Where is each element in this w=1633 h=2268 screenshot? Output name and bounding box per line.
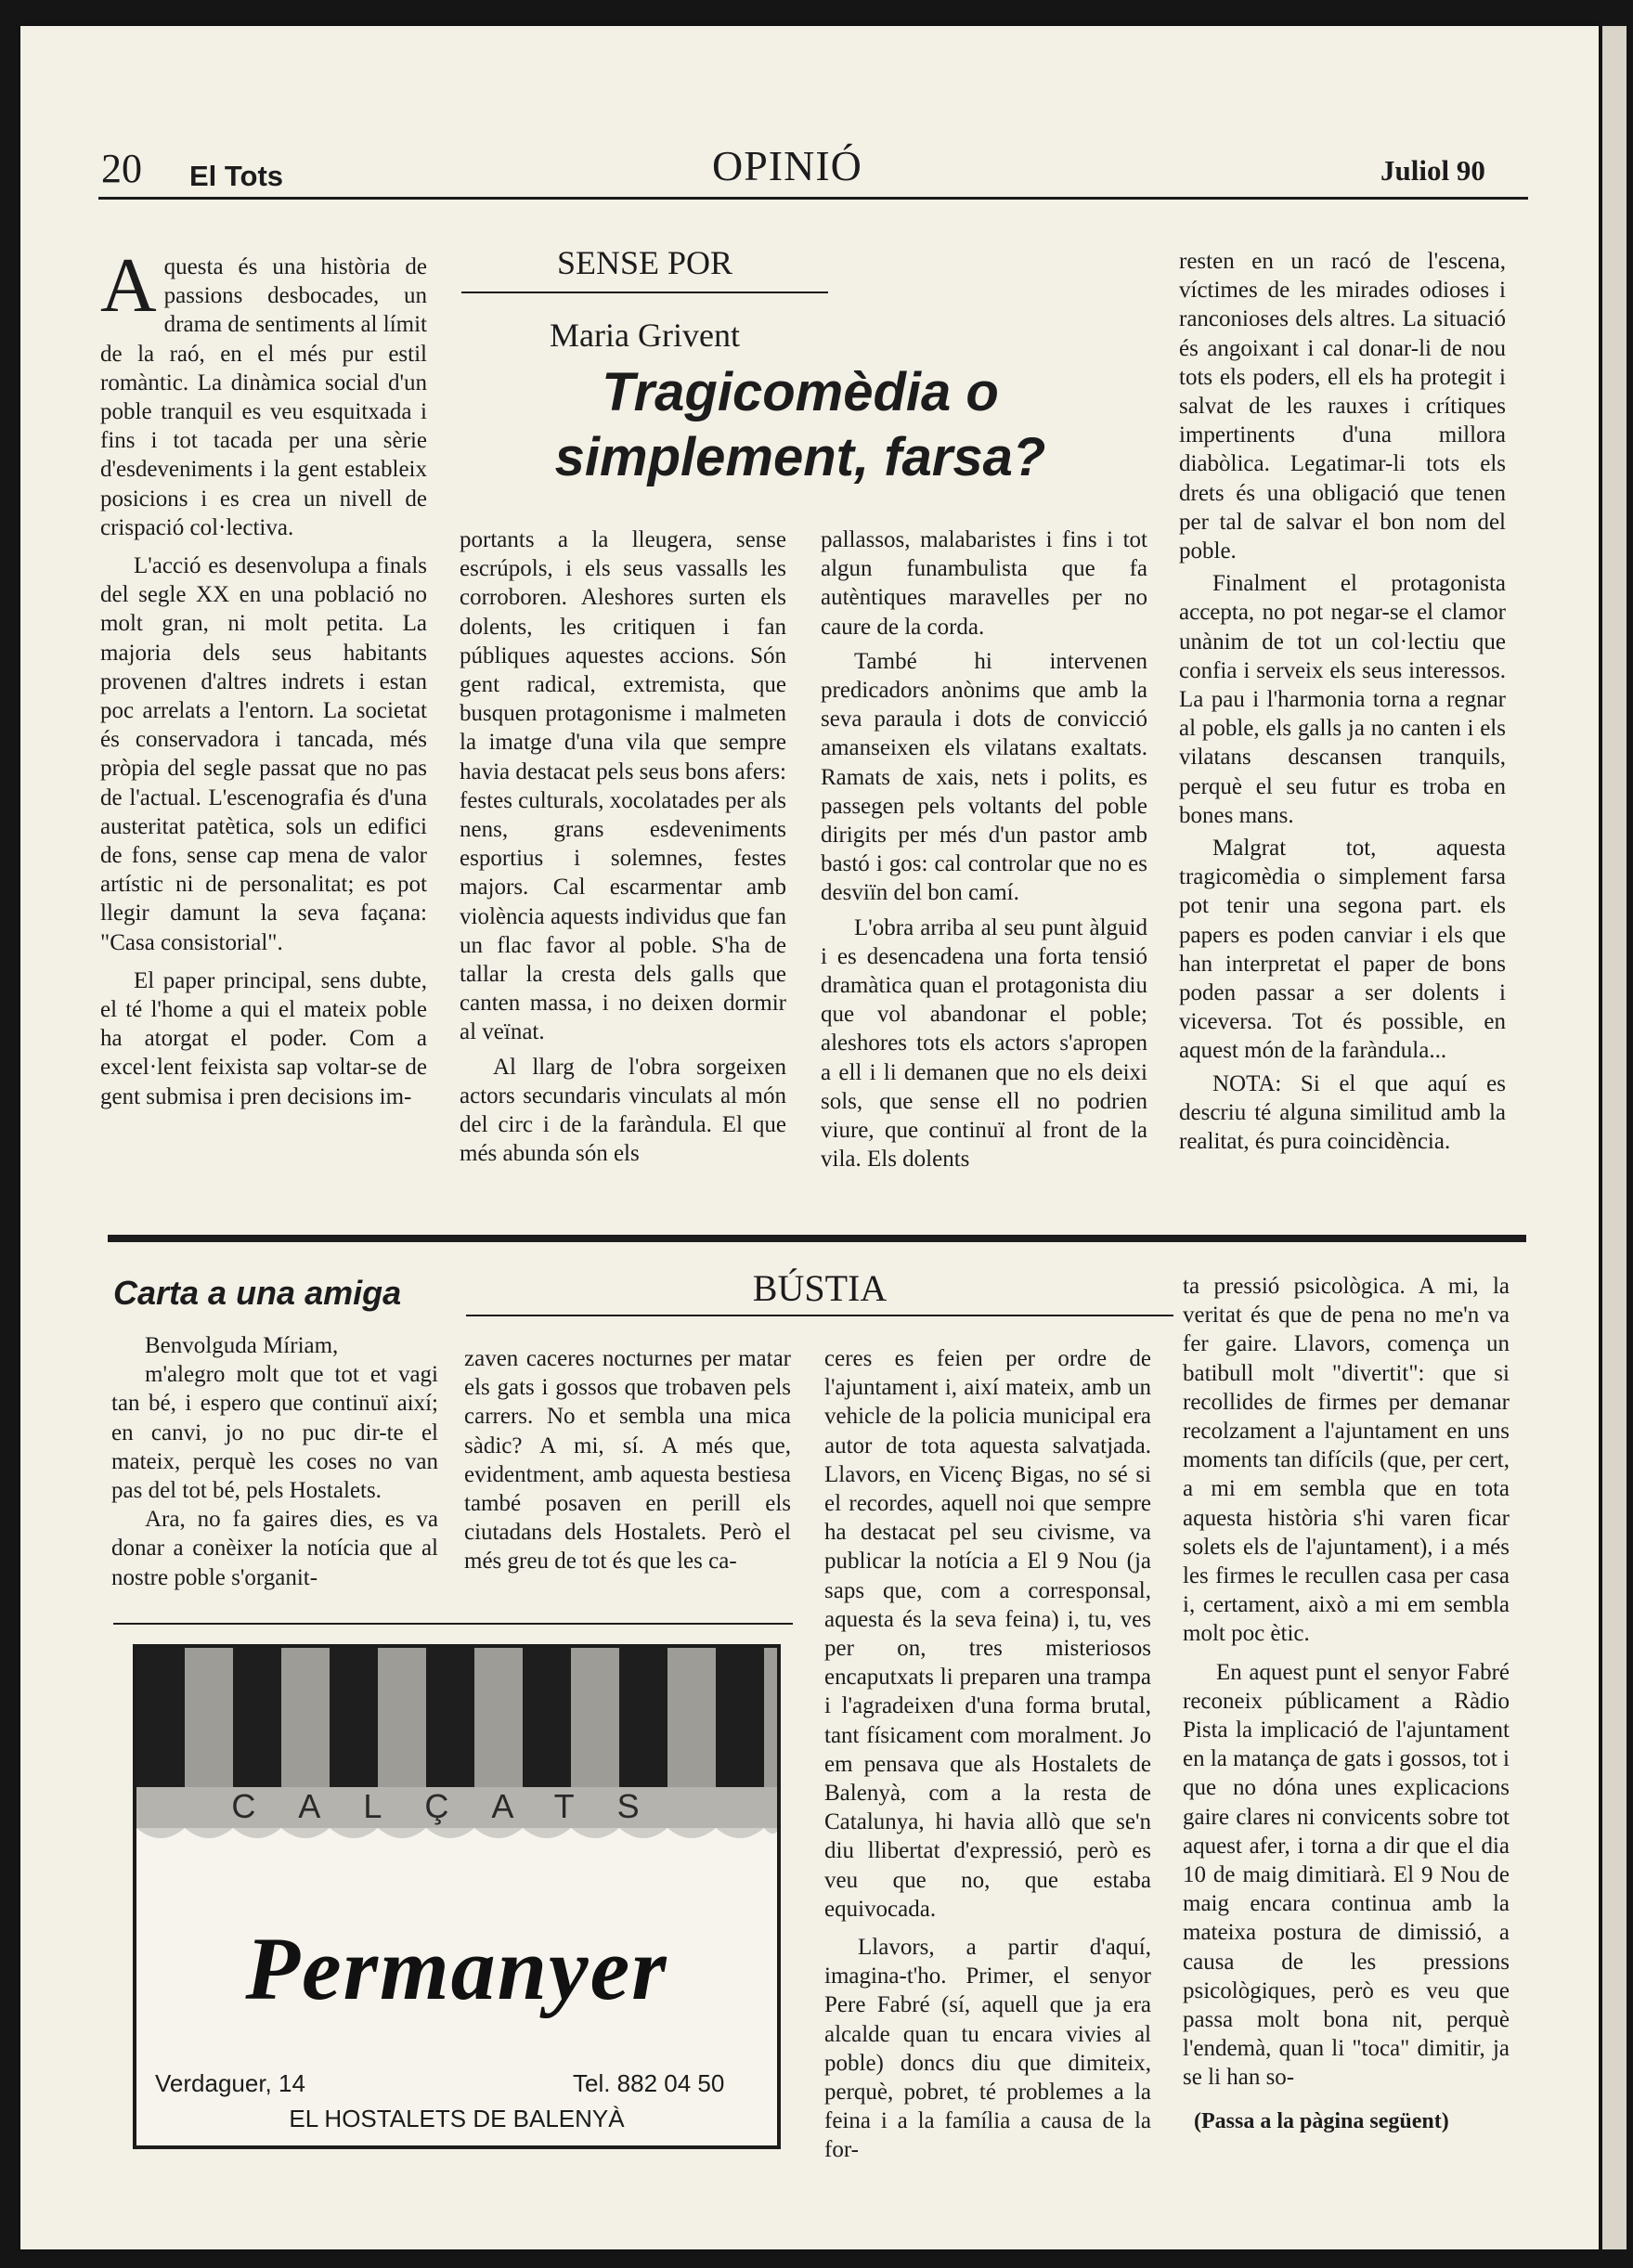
paragraph: Llavors, a partir d'aquí, imagina-t'ho. Primer, el senyor Pere Fabré (sí, aquell que ja era alcalde quan tu encara vivies al poble) doncs diu que dimiteix, perquè, pobret, té problemes a la feina i a la família a causa de la for- [824, 1935, 1151, 2163]
article-column-4 [1179, 247, 1506, 1156]
article-column-2 [460, 525, 786, 1168]
newspaper-page [20, 26, 1599, 2249]
paragraph: portants a la lleugera, sense escrúpols, i els seus vassalls les corroboren. Aleshores surten els dolents, les critiquen i fan públiques aquestes accions. Són gent radical, extremista, que busquen protagonisme i malmeten la imatge d'una vila que sempre havia destacat pels seus bons afers: festes culturals, xocolatades per als nens, grans esdeveniments esportius i solemnes, festes majors. Cal escarmentar amb violència aquests individus que fan un flac favor al poble. S'ha de tallar la cresta dels galls que canten massa, i no deixen dormir al veïnat. [460, 527, 786, 1045]
column-title: SENSE POR [556, 244, 733, 281]
awning-graphic [136, 1648, 777, 1861]
paragraph: També hi intervenen predicadors anònims que amb la seva paraula i dots de convicció amanseixen els vilatans exaltats. Ramats de xais, nets i polits, es passegen pels voltants del poble dirigits per més d'un pastor amb bastó i gos: cal controlar que no es desviïn del bon camí. [821, 648, 1147, 906]
paragraph: En aquest punt el senyor Fabré reconeix públicament a Ràdio Pista la implicació de l'ajuntament en la matança de gats i gossos, tot i que no dóna unes explicacions gaire clares ni convicents sobre tot aquest afer, i torna a dir que el dia 10 de maig dimitiarà. El 9 Nou de maig encara continua amb la mateixa postura de dimissió, a causa de les pressions psicològiques, però es veu que passa molt bona nit, perquè l'endemà, quan li "toca" dimitir, ja se li han so- [1183, 1659, 1510, 2091]
section-divider [108, 1235, 1526, 1242]
ad-address: Verdaguer, 14 [155, 2069, 305, 2097]
article-headline: Tragicomèdia o simplement, farsa? [554, 362, 1046, 487]
article-column-1 [100, 242, 427, 1111]
section-title-rule [466, 1315, 1173, 1316]
section-title: BÚSTIA [752, 1267, 888, 1309]
author-name: Maria Grivent [550, 317, 740, 354]
paragraph: Ara, no fa gaires dies, es va donar a conèixer la notícia que al nostre poble s'organit- [111, 1507, 438, 1590]
paragraph: m'alegro molt que tot et vagi tan bé, i espero que continuï així; en canvi, jo no puc dir-te el mateix, perquè les coses no van pas del tot bé, pels Hostalets. [111, 1362, 438, 1504]
ad-top-rule [113, 1623, 793, 1625]
letter-column-2 [464, 1344, 791, 1576]
paragraph: Al llarg de l'obra sorgeixen actors secundaris vinculats al món del circ i de la faràndula. El que més abunda són els [460, 1054, 786, 1167]
ad-phone: Tel. 882 04 50 [573, 2069, 725, 2097]
paragraph: zaven caceres nocturnes per matar els gats i gossos que trobaven pels carrers. No et sembla una mica sàdic? A mi, sí. A més que, evidentment, amb aquesta bestiesa també posaven en perill els ciutadans dels Hostalets. Però el més greu de tot és que les ca- [464, 1346, 791, 1575]
paragraph: El paper principal, sens dubte, el té l'home a qui el mateix poble ha atorgat el poder. Com a excel·lent feixista sap voltar-se de gent submisa i pren decisions im- [100, 967, 427, 1109]
awning-text: CALÇATS [231, 1787, 682, 1825]
header-rule [98, 197, 1528, 200]
section-title: OPINIÓ [712, 142, 862, 189]
paragraph: Benvolguda Míriam, [145, 1333, 339, 1358]
paragraph: pallassos, malabaristes i fins i tot algun funambulista que fa autèntiques maravelles per no caure de la corda. [821, 527, 1147, 640]
paragraph: Finalment el protagonista accepta, no pot negar-se el clamor unànim de tot un col·lectiu que confia i serveix els seus interessos. La pau i l'harmonia torna a regnar al poble, els galls ja no canten i els vilatans descansen tranquils, perquè el seu futur es troba en bones mans. [1179, 571, 1506, 828]
letter-column-3 [824, 1344, 1151, 2165]
letter-column-1 [111, 1331, 438, 1592]
letter-column-4 [1183, 1272, 1510, 2093]
brand-logo: Permanyer [245, 1919, 668, 2018]
article-column-3 [821, 525, 1147, 1173]
ad-town: EL HOSTALETS DE BALENYÀ [289, 2105, 625, 2132]
paragraph: ta pressió psicològica. A mi, la veritat és que de pena no me'n va fer gaire. Llavors, comença un batibull molt "divertit": que si recollides de firmes per demanar recolzament a l'ajuntament en uns moments tan difícils (que, per cert, a mi em sembla que en tota aquesta història s'hi varen ficar solets els de l'ajuntament), i a més les firmes le recullen casa per casa i, certament, això a mi em sembla molt poc ètic. [1183, 1274, 1510, 1647]
paragraph: resten en un racó de l'escena, víctimes de les mirades odioses i ranconioses dels altres. La situació és angoixant i cal donar-li de nou tots els poders, ell els ha protegit i salvat de les rauxes i crítiques impertinents d'una millora diabòlica. Legatimar-li tots els drets és una obligació que tenen per tal de salvar el bon nom del poble. [1179, 249, 1506, 564]
issue-date: Juliol 90 [1380, 154, 1485, 187]
paragraph: Malgrat tot, aquesta tragicomèdia o simplement farsa pot tenir una segona part. els papers es poden canviar i els que han interpretat el paper de bons poden passar a ser dolents i viceversa. Tot és possible, en aquest món de la faràndula... [1179, 836, 1506, 1064]
letter-headline: Carta a una amiga [113, 1274, 402, 1312]
adjacent-page-edge [1602, 26, 1627, 2249]
paragraph: L'acció es desenvolupa a finals del segle XX en una població no molt gran, ni molt petita. La majoria dels seus habitants provenen d'altres indrets i estan poc arrelats a l'entorn. La societat és conservadora i tancada, més pròpia del segle passat que no pas de l'actual. L'escenografia és d'una austeritat patètica, sols un edifici de fons, sense cap mena de valor artístic ni de personalitat; es pot llegir damunt la seva façana: "Casa consistorial". [100, 553, 427, 955]
paragraph: L'obra arriba al seu punt àlguid i es desencadena una forta tensió dramàtica quan el protagonista diu que vol abandonar el poble; aleshores tots els actors s'apropen a ell i li demanen que no els deixi sols, que sense ell no podrien viure, que continuï al front de la vila. Els dolents [821, 914, 1147, 1173]
column-title-rule [461, 292, 828, 293]
drop-cap: A [100, 242, 157, 329]
paragraph: Aquesta és una història de passions desbocades, un drama de sentiments al límit de la raó, en el més pur estil romàntic. La dinàmica social d'un poble tranquil es veu esquitxada i fins i tot tacada per una sèrie d'esdeveniments i la gent estableix posicions i es crea un nivell de crispació col·lectiva. [100, 242, 427, 540]
paragraph: ceres es feien per ordre de l'ajuntament i, així mateix, amb un vehicle de la policia municipal era autor de tota aquesta salvatjada. Llavors, en Vicenç Bigas, no sé si el recordes, aquell noi que sempre ha destacat pel seu civisme, va publicar la notícia a El 9 Nou (ja saps que, com a corresponsal, aquesta és la seva feina) i, tu, ves per on, tres misteriosos encaputxats li preparen una trampa i l'agradeixen d'una forma brutal, tant físicament com moralment. Jo em pensava que als Hostalets de Balenyà, com a la resta de Catalunya, hi havia allò que se'n diu llibertat d'expressió, però es veu que no, que estaba equivocada. [824, 1346, 1151, 1922]
publication-name: El Tots [189, 160, 284, 192]
page-number: 20 [101, 146, 142, 191]
continued-note: (Passa a la pàgina següent) [1194, 2109, 1449, 2133]
advertisement [133, 1644, 781, 2149]
paragraph: NOTA: Si el que aquí es descriu té alguna similitud amb la realitat, és pura coincidència. [1179, 1070, 1506, 1155]
